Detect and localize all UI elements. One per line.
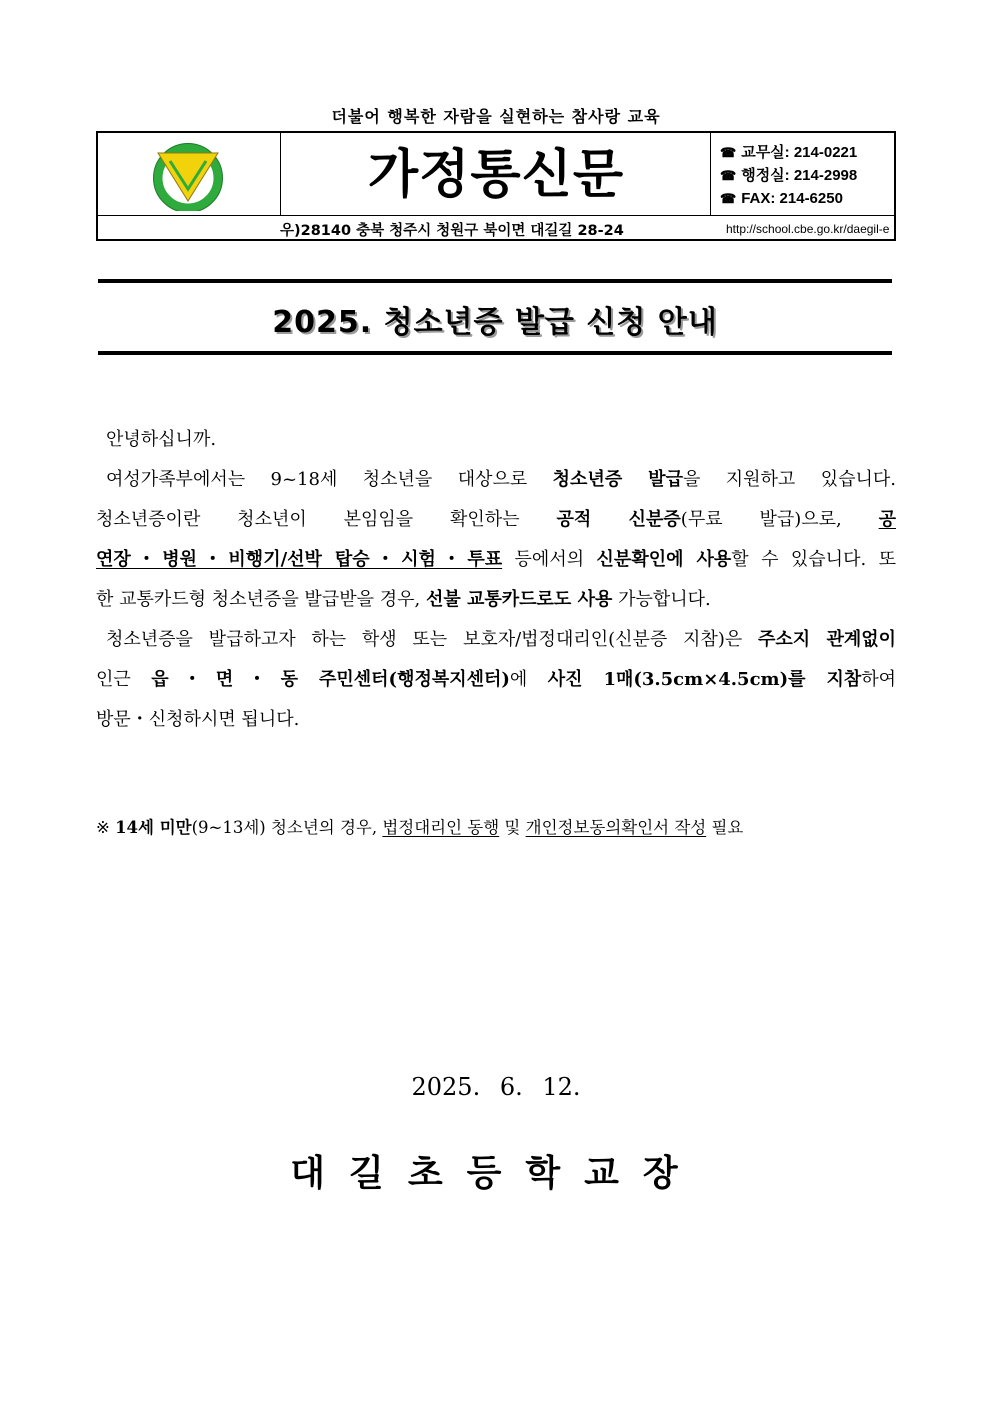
text-run: 을 지원하고 있습니다. xyxy=(682,469,896,490)
letterhead xyxy=(96,131,896,241)
text-run: 가능합니다. xyxy=(612,589,711,610)
text-run: 하여 xyxy=(861,669,896,690)
body-line xyxy=(96,540,896,580)
phone-icon: ☎ xyxy=(720,168,737,183)
note xyxy=(96,814,743,838)
text-run: 여성가족부에서는 9~18세 청소년을 대상으로 xyxy=(106,469,553,490)
body-line xyxy=(96,580,896,620)
text-run: 청소년증을 발급하고자 하는 학생 또는 보호자/법정대리인(신분증 지참)은 xyxy=(106,629,758,650)
phone-icon: ☎ xyxy=(720,191,737,206)
text-run: 할 수 있습니다. 또 xyxy=(731,549,896,570)
contact-row xyxy=(720,164,857,187)
text-run-bold-underline: 연장・병원・비행기/선박 탑승・시험・투표 xyxy=(96,549,503,570)
text-run: 한 교통카드형 청소년증을 발급받을 경우, xyxy=(96,589,426,610)
text-run: 청소년증이란 청소년이 본임임을 확인하는 xyxy=(96,509,557,530)
contact-text: FAX: 214-6250 xyxy=(741,190,843,207)
contact-text: 교무실: 214-0221 xyxy=(741,144,858,161)
signer: 대길초등학교장 xyxy=(290,1152,702,1194)
text-run-bold: 주소지 관계없이 xyxy=(757,629,896,650)
text-run: 인근 xyxy=(96,669,152,690)
letterhead-column-divider xyxy=(710,133,711,215)
title-frame xyxy=(98,279,892,355)
body-line xyxy=(96,460,896,500)
letter-body xyxy=(96,420,896,740)
title-rule-top xyxy=(98,279,892,282)
school-website-link[interactable]: http://school.cbe.go.kr/daegil-e xyxy=(726,222,890,236)
phone-icon: ☎ xyxy=(720,145,737,160)
contact-row xyxy=(720,141,857,164)
text-run: 및 xyxy=(499,818,526,837)
title-rule-bottom xyxy=(98,352,892,355)
body-line: 방문・신청하시면 됩니다. xyxy=(96,709,300,730)
text-run-bold: 사진 1매(3.5cm×4.5cm)를 지참 xyxy=(547,669,862,690)
school-address: 우)28140 충북 청주시 청원구 북이면 대길길 28-24 xyxy=(280,223,624,239)
text-run-bold: 공적 신분증 xyxy=(556,509,681,530)
motto: 더불어 행복한 자람을 실현하는 참사랑 교육 xyxy=(331,107,661,126)
body-line xyxy=(96,620,896,660)
text-run-bold: 청소년증 발급 xyxy=(552,469,683,490)
text-run-bold-underline: 공 xyxy=(878,509,897,530)
greeting: 안녕하십니까. xyxy=(106,429,217,450)
letterhead-divider xyxy=(98,215,894,216)
text-run-underline: 법정대리인 동행 xyxy=(382,818,500,837)
letterhead-column-divider xyxy=(280,133,281,215)
text-run-bold: 읍・면・동 주민센터(행정복지센터) xyxy=(151,669,510,690)
contact-text: 행정실: 214-2998 xyxy=(741,167,858,184)
body-line xyxy=(96,500,896,540)
school-logo-icon xyxy=(148,141,228,211)
paper-title: 가정통신문 xyxy=(367,145,625,205)
text-run: (9~13세) 청소년의 경우, xyxy=(191,818,383,837)
note-mark: ※ xyxy=(96,818,116,837)
contact-list xyxy=(720,141,857,210)
text-run-bold: 14세 미만 xyxy=(115,818,192,837)
text-run: (무료 발급)으로, xyxy=(680,509,879,530)
issue-date: 2025. 6. 12. xyxy=(411,1073,581,1101)
text-run: 필요 xyxy=(706,818,744,837)
document-title: 2025. 청소년증 발급 신청 안내 xyxy=(272,305,718,340)
text-run-underline: 개인정보동의확인서 작성 xyxy=(525,818,707,837)
text-run: 에 xyxy=(509,669,548,690)
text-run-bold: 선불 교통카드로도 사용 xyxy=(425,589,613,610)
body-line xyxy=(96,660,896,700)
text-run: 등에서의 xyxy=(502,549,597,570)
contact-row xyxy=(720,187,857,210)
text-run-bold: 신분확인에 사용 xyxy=(596,549,732,570)
